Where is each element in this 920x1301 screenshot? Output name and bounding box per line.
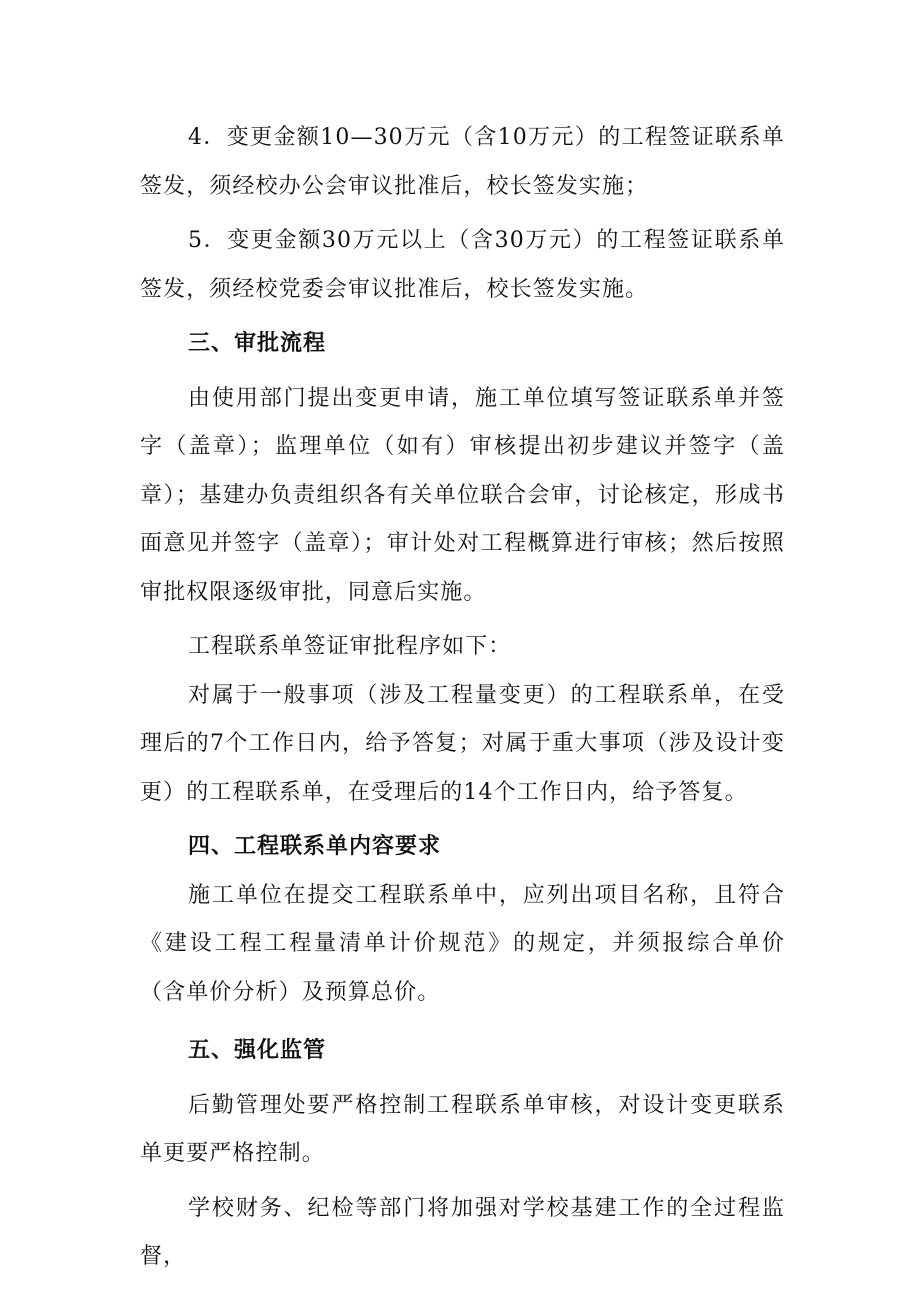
section-5-paragraph-2: 学校财务、纪检等部门将加强对学校基建工作的全过程监督， (140, 1195, 785, 1269)
section-3-paragraph-1: 由使用部门提出变更申请，施工单位填写签证联系单并签字（盖章）；监理单位（如有）审核提出初步建议并签字（盖章）；基建办负责组织各有关单位联合会审，讨论核定，形成书面意见并签字（盖章）；审计处对工程概算进行审核；然后按照审批权限逐级审批，同意后实施。 (140, 385, 785, 605)
item-4-paragraph: 4．变更金额10—30万元（含10万元）的工程签证联系单签发，须经校办公会审议批准后，校长签发实施； (140, 125, 785, 199)
section-3-paragraph-3: 对属于一般事项（涉及工程量变更）的工程联系单，在受理后的7个工作日内，给予答复；对属于重大事项（涉及设计变更）的工程联系单，在受理后的14个工作日内，给予答复。 (140, 682, 785, 805)
section-4-heading: 四、工程联系单内容要求 (188, 834, 442, 859)
item-5-paragraph: 5．变更金额30万元以上（含30万元）的工程签证联系单签发，须经校党委会审议批准后，校长签发实施。 (140, 228, 785, 302)
section-3-paragraph-2: 工程联系单签证审批程序如下： (188, 634, 512, 659)
section-5-paragraph-1: 后勤管理处要严格控制工程联系单审核，对设计变更联系单更要严格控制。 (140, 1092, 785, 1166)
section-3-heading: 三、审批流程 (188, 331, 327, 356)
section-4-paragraph-1: 施工单位在提交工程联系单中，应列出项目名称，且符合《建设工程工程量清单计价规范》的规定，并须报综合单价（含单价分析）及预算总价。 (140, 882, 785, 1005)
section-5-heading: 五、强化监管 (188, 1038, 327, 1063)
document-page (140, 114, 785, 1282)
